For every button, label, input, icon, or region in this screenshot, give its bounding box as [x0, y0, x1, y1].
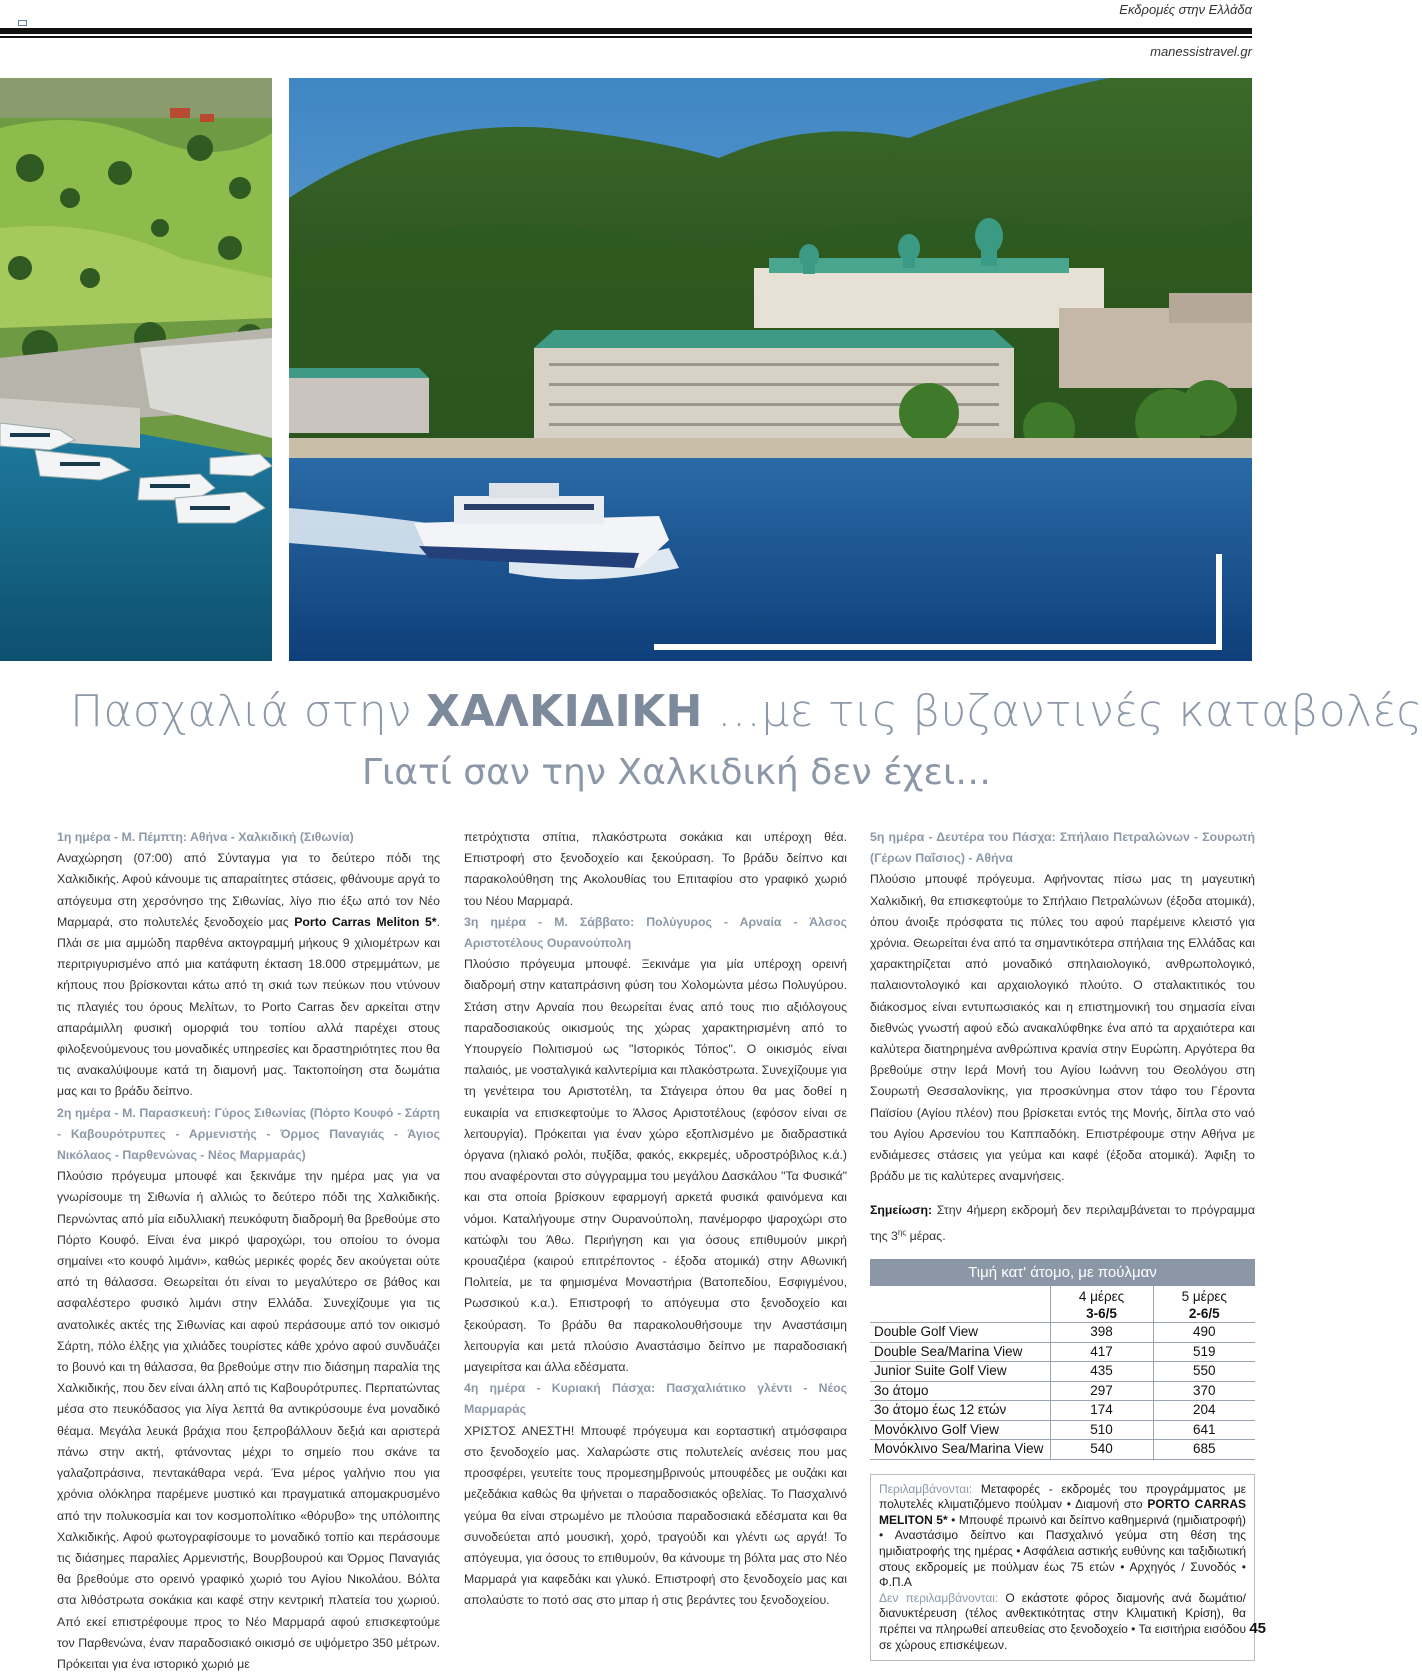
price-5days: 204: [1153, 1401, 1255, 1421]
trip-note-text: Στην 4ήμερη εκδρομή δεν περιλαμβάνεται το πρόγραμμα της 3: [870, 1203, 1255, 1243]
day-1-text-b: . Πλάι σε μια αμμώδη παρθένα ακτογραμμή μήκους 9 χιλιομέτρων και περιτριγυρισμένο από μια κατάφυτη έκταση 18.000 στρεμμάτων, με κήπους που βρίσκονται κάτω από τη σκιά των πεύκων που ντύνουν τις πλαγιές του όρους Μελίτων, το Porto Carras δεν αρκείται στην απαράμιλλη φυσική ομορφιά του τοπίου αλλά παρέχει στους φιλοξενούμενους του μοναδικές υπηρεσίες και δραστηριότητες που θα τις ανακαλύψουμε κατά τη διαμονή μας. Τακτοποίηση στα δωμάτια μας και το βράδυ δείπνο.: [57, 914, 440, 1099]
page-headline: [70, 686, 1422, 737]
header-rule-thin: [0, 36, 1252, 38]
section-title: Εκδρομές στην Ελλάδα: [1119, 2, 1252, 17]
table-row: [870, 1323, 1255, 1343]
not-included-text: Ο εκάστοτε φόρος διαμονής ανά δωμάτιο/ διανυκτέρευση (τέλος ανθεκτικότητας στην Κλιματική Κρίση), θα πρέπει να πληρωθεί απευθείας στο ξενοδοχείο • Τα εισιτήρια εισόδου σε χώρους επισκέψεων.: [879, 1590, 1247, 1652]
includes-label: Περιλαμβάνονται:: [879, 1481, 973, 1496]
headline-part1: Πασχαλιά στην: [70, 686, 427, 737]
itinerary-column-3: [870, 827, 1255, 1661]
day-3-text: Πλούσιο πρόγευμα μπουφέ. Ξεκινάμε για μία υπέροχη ορεινή διαδρομή στην καταπράσινη φύση του Χολομώντα μέσω Πολυγύρου. Στάση στην Αρναία που θεωρείται ένας από τους πιο αξιόλογους παραδοσιακούς οικισμούς της χώρας χαρακτηρισμένη από το Υπουργείο Πολιτισμού ως "Ιστορικός Τόπος". Ο οικισμός είναι παλαιός, με νοσταλγικά καλντερίμια και πλακόστρωτα. Συνεχίζουμε για τη γενέτειρα του Αριστοτέλη, τα Στάγειρα όπου θα μας δοθεί η ευκαιρία να επισκεφτούμε το Άλσος Αριστοτέλους (εφόσον είναι σε λειτουργία). Πρόκειται για έναν χώρο εξοπλισμένο με διαδραστικά όργανα (ηλιακό ρολόι, πυξίδα, φακός, εκκρεμές, υδροστρόβιλος κ.ά.) που αναφέρονται στο σύγγραμμα του μεγάλου Δασκάλου "Τα Φυσικά" και στα οποία βρίσκουν εφαρμογή αρκετά φυσικά φαινόμενα και νόμοι. Καταλήγουμε στην Ουρανούπολη, πανέμορφο ψαροχώρι στο κατώφλι του Άθω. Περιήγηση και για όσους επιθυμούν μικρή κρουαζιέρα (καιρού επιτρέποντος - έξοδα ατομικά) στην Αθωνική Πολιτεία, με τα φημισμένα Μοναστήρια (Βατοπεδίου, Εσφιγμένου, Ρωσσικού κ.α.). Επιστροφή το απόγευμα στο ξενοδοχείο και ξεκούραση. Το βράδυ θα παρακολουθήσουμε την Αναστάσιμη λειτουργία και μετά πλούσιο Αναστάσιμο δείπνο με παραδοσιακή μαγειρίτσα και άλλα εδέσματα.: [464, 957, 847, 1375]
room-type: Μονόκλινο Golf View: [870, 1420, 1050, 1440]
includes-hotel: PORTO CARRAS MELITON 5*: [879, 1497, 1246, 1527]
price-4days: 398: [1050, 1323, 1153, 1343]
room-type: Μονόκλινο Sea/Marina View: [870, 1440, 1050, 1460]
page-number: 45: [1249, 1620, 1266, 1637]
day-1-text-a: Αναχώρηση (07:00) από Σύνταγμα για το δεύτερο πόδι της Χαλκιδικής. Αφού κάνουμε τις απαραίτητες στάσεις, φθάνουμε αργά το απόγευμα στη χερσόνησο της Σιθωνίας, λίγο πιο έξω από τον Νέο Μαρμαρά, στο πολυτελές ξενοδοχείο μας: [57, 851, 440, 929]
trip-note-end: μέρας.: [906, 1228, 946, 1243]
marina-photo: [0, 78, 272, 661]
trip-note-sup: ης: [897, 1227, 907, 1237]
header-logo-mark: [18, 20, 27, 26]
headline-destination: ΧΑΛΚΙΔΙΚΗ: [426, 686, 703, 737]
price-col-5days-dates: 2-6/5: [1188, 1306, 1220, 1322]
price-4days: 417: [1050, 1342, 1153, 1362]
itinerary-column-2: [464, 827, 847, 1612]
header-rule: [0, 28, 1252, 34]
day-2-title: 2η ημέρα - Μ. Παρασκευή: Γύρος Σιθωνίας (Πόρτο Κουφό - Σάρτη - Καβουρότρυπες - Αρμενιστής - Όρμος Παναγιάς - Άγιος Νικόλαος - Παρθενώνας - Νέος Μαρμαράς): [57, 1105, 440, 1163]
table-row: [870, 1420, 1255, 1440]
price-5days: 641: [1153, 1420, 1255, 1440]
price-5days: 519: [1153, 1342, 1255, 1362]
day-1-text: [57, 848, 440, 1102]
includes-text-a: Μεταφορές - εκδρομές του προγράμματος με πολυτελές κλιματιζόμενο πούλμαν • Διαμονή στο: [879, 1481, 1246, 1512]
site-url[interactable]: manessistravel.gr: [1150, 44, 1252, 59]
monastery-photo: [289, 78, 1252, 661]
photo-frame-horizontal: [654, 644, 1222, 650]
headline-part2: …με τις βυζαντινές καταβολές: [702, 686, 1422, 737]
day-5-title: 5η ημέρα - Δευτέρα του Πάσχα: Σπήλαιο Πετραλώνων - Σουρωτή (Γέρων Παΐσιος) - Αθήνα: [870, 830, 1255, 866]
price-5days: 370: [1153, 1381, 1255, 1401]
room-type: Junior Suite Golf View: [870, 1362, 1050, 1382]
price-col-5days: [1153, 1286, 1255, 1323]
price-table: [870, 1259, 1255, 1460]
table-row: [870, 1342, 1255, 1362]
itinerary-column-1: [57, 827, 440, 1675]
day-5-text: Πλούσιο μπουφέ πρόγευμα. Αφήνοντας πίσω μας τη μαγευτική Χαλκιδική, θα επισκεφτούμε το Σπήλαιο Πετραλώνων (έξοδα ατομικά), όπου άνοιξε πρόσφατα τις πύλες του αφού παρέμεινε κλειστό για χρόνια. Θεωρείται ένα από τα σημαντικότερα σπήλαια της Ελλάδας και χαρακτηρίζεται από μοναδικό σπηλαιολογικό, ανθρωπολογικό, παλαιοντολογικό και αρχαιολογικό πλούτο. Ο σταλακτιτικός του διάκοσμος είναι εντυπωσιακός και η επιστημονική του σημασία είναι διεθνώς γνωστή αφού εδώ ανακαλύφθηκε ένα από τα αρχαιότερα και καλύτερα διατηρημένα ανθρώπινα κρανία στην Ευρώπη. Αργότερα θα βρεθούμε στην Ιερά Μονή του Αγίου Ιωάννη του Θεολόγου στη Σουρωτή Θεσσαλονίκης, για προσκύνημα στον τάφο του Γέροντα Παϊσίου (Αγίου πλέον) που βρίσκεται εντός της Μονής, δίπλα στο ναό του Αγίου Αρσενίου του Καππαδόκη. Επιστρέφουμε στην Αθήνα με ενδιάμεσες στάσεις για γεύμα και καφέ (έξοδα ατομικά). Άφιξη το βράδυ με τις καλύτερες αναμνήσεις.: [870, 872, 1255, 1184]
photo-frame-vertical: [1216, 554, 1222, 648]
price-5days: 685: [1153, 1440, 1255, 1460]
day-4-title: 4η ημέρα - Κυριακή Πάσχα: Πασχαλιάτικο γλέντι - Νέος Μαρμαράς: [464, 1381, 847, 1417]
price-table-caption: Τιμή κατ' άτομο, με πούλμαν: [870, 1259, 1255, 1286]
price-col-4days-label: 4 μέρες: [1078, 1289, 1125, 1305]
trip-note-label: Σημείωση:: [870, 1203, 933, 1218]
includes-text-b: • Μπουφέ πρωινό και δείπνο καθημερινά (ημιδιατροφή) • Αναστάσιμο δείπνο και Πασχαλινό γεύμα στη θέση της ημιδιατροφής της ημέρας • Ασφάλεια αστικής ευθύνης και ταξιδιωτική στους εκδρομείς με πούλμαν έως 75 ετών • Αρχηγός / Συνοδός • Φ.Π.Α: [879, 1512, 1246, 1590]
day-2-text-continued: πετρόχτιστα σπίτια, πλακόστρωτα σοκάκια και υπέροχη θέα. Επιστροφή στο ξενοδοχείο και ξεκούραση. Το βράδυ δείπνο και παρακολούθηση της Ακολουθίας του Επιταφίου στο γραφικό χωριό του Νέου Μαρμαρά.: [464, 830, 847, 908]
price-4days: 297: [1050, 1381, 1153, 1401]
price-table-header: [870, 1286, 1255, 1323]
table-row: [870, 1401, 1255, 1421]
price-4days: 510: [1050, 1420, 1153, 1440]
price-4days: 540: [1050, 1440, 1153, 1460]
day-1-title: 1η ημέρα - Μ. Πέμπτη: Αθήνα - Χαλκιδική (Σιθωνία): [57, 830, 354, 844]
includes-box: [870, 1474, 1255, 1662]
not-included-label: Δεν περιλαμβάνονται:: [879, 1590, 999, 1605]
day-4-text: ΧΡΙΣΤΟΣ ΑΝΕΣΤΗ! Μπουφέ πρόγευμα και εορταστική ατμόσφαιρα στο ξενοδοχείο μας. Χαλαρώστε στις πολυτελείς ανέσεις που μας προσφέρει, γευτείτε τους προμεσημβρινούς μπουφέδες με ουζάκι και μεζεδάκια καθώς θα ψήνεται ο παραδοσιακός οβελίας. Το Πασχαλινό γεύμα θα είναι στρωμένο με πλούσια παραδοσιακά εδέσματα και θα συνοδεύεται από μουσική, χορό, τραγούδι και γλέντι ως αργά! Το απόγευμα, για όσους το επιθυμούν, θα κάνουμε τη βόλτα μας στο Νέο Μαρμαρά για καφεδάκι και γλυκό. Επιστροφή στο ξενοδοχείο μας και απολαύστε το ποτό σας στο μπαρ ή στις βεράντες του ξενοδοχείου.: [464, 1423, 847, 1608]
price-4days: 435: [1050, 1362, 1153, 1382]
price-col-4days-dates: 3-6/5: [1086, 1306, 1117, 1322]
table-row: [870, 1381, 1255, 1401]
room-type: Double Golf View: [870, 1323, 1050, 1343]
table-row: [870, 1362, 1255, 1382]
price-5days: 550: [1153, 1362, 1255, 1382]
price-5days: 490: [1153, 1323, 1255, 1343]
day-3-title: 3η ημέρα - Μ. Σάββατο: Πολύγυρος - Αρναία - Άλσος Αριστοτέλους Ουρανούπολη: [464, 914, 847, 951]
trip-note: [870, 1200, 1255, 1247]
price-4days: 174: [1050, 1401, 1153, 1421]
price-table-header-blank: [870, 1286, 1050, 1323]
room-type: Double Sea/Marina View: [870, 1342, 1050, 1362]
page-subtitle: Γιατί σαν την Χαλκιδική δεν έχει…: [362, 752, 992, 793]
room-type: 3ο άτομο έως 12 ετών: [870, 1401, 1050, 1421]
room-type: 3ο άτομο: [870, 1381, 1050, 1401]
price-col-4days: [1050, 1286, 1153, 1323]
table-row: [870, 1440, 1255, 1460]
day-2-text: Πλούσιο πρόγευμα μπουφέ και ξεκινάμε την ημέρα μας για να γνωρίσουμε τη Σιθωνία ή αλλιώς το δεύτερο πόδι της Χαλκιδικής. Περνώντας από μία ειδυλλιακή πευκόφυτη διαδρομή θα βρεθούμε στο Πόρτο Κουφό. Είναι ένα μικρό ψαροχώρι, του οποίου το όνομα σημαίνει «το κουφό λιμάνι», καθώς μερικές φορές δεν ακούγεται ούτε από τη θάλασσα. Θεωρείται ότι είναι το μεγαλύτερο σε βάθος και ασφαλέστερο φυσικό λιμάνι στην Ελλάδα. Συνεχίζουμε για τις ανατολικές ακτές της Σιθωνίας και αφού περάσουμε από τον οικισμό Σάρτη, πόλο έλξης για χιλιάδες τουρίστες κάθε χρόνο αφού συνδυάζει το βουνό και τη θάλασσα, θα βρεθούμε στην πιο διάσημη παραλία της Χαλκιδικής, που δεν είναι άλλη από τις Καβουρότρυπες. Περπατώντας μέσα στο πευκόδασος για λίγα λεπτά θα αντικρύσουμε ένα μοναδικό θέαμα. Μεγάλα λευκά βράχια που ξεπροβάλλουν δεξιά και αριστερά πάνω στην ακτή, φτάνοντας μέχρι το σημείο που σκάνε τα γαλαζοπράσινα, πεντακάθαρα νερά. Ένα μέρος γαλήνιο που για χρόνια ολόκληρα παρέμενε μυστικό και πραγματικά απομακρυσμένο από την πολυκοσμία και τον κοσμοπολίτικο «θόρυβο» της υπόλοιπης Χαλκιδικής. Αφού φωτογραφίσουμε το μοναδικό τοπίο και περάσουμε τις διάσημες παραλίες Αρμενιστής, Βουρβουρού και Όρμος Παναγιάς θα βρεθούμε στο ορεινό γραφικό χωριό του Αγίου Νικολάου. Βόλτα στα λιθόστρωτα σοκάκια και καφέ στην κεντρική πλατεία του χωριού. Από εκεί επιστρέφουμε προς το Νέο Μαρμαρά αφού επισκεφτούμε τον Παρθενώνα, έναν παραδοσιακό οικισμό σε υψόμετρο 350 μέτρων. Πρόκειται για ένα ιστορικό χωριό με: [57, 1169, 440, 1671]
price-col-5days-label: 5 μέρες: [1181, 1289, 1227, 1305]
day-1-hotel: Porto Carras Meliton 5*: [294, 914, 437, 929]
